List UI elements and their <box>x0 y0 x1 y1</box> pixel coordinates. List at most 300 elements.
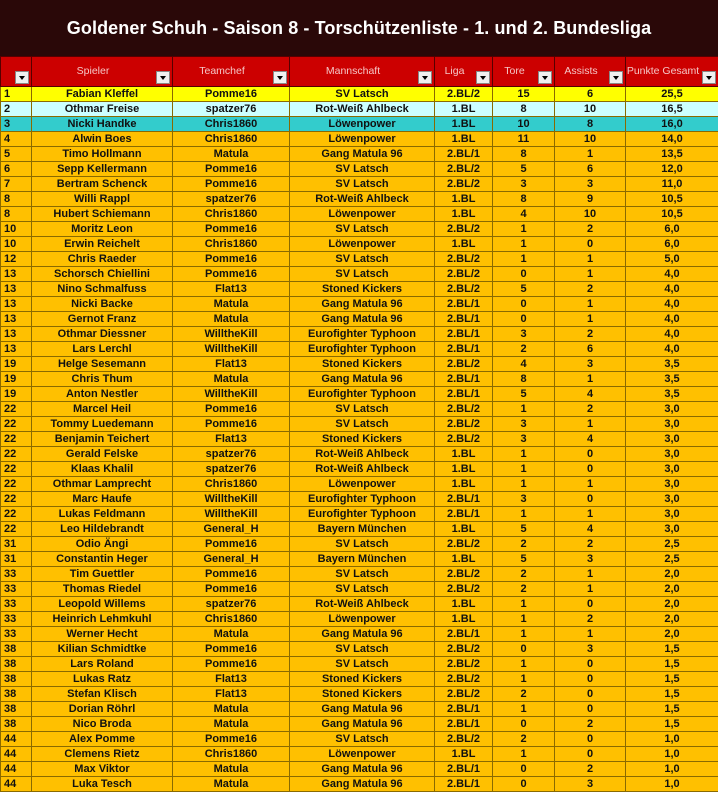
rank-cell[interactable]: 13 <box>1 327 32 342</box>
league-cell[interactable]: 2.BL/1 <box>435 507 493 522</box>
player-cell[interactable]: Constantin Heger <box>32 552 173 567</box>
team-cell[interactable]: SV Latsch <box>290 417 435 432</box>
league-cell[interactable]: 2.BL/1 <box>435 147 493 162</box>
assists-cell[interactable]: 10 <box>555 102 626 117</box>
assists-cell[interactable]: 0 <box>555 447 626 462</box>
goals-cell[interactable]: 1 <box>493 252 555 267</box>
teamchef-cell[interactable]: Matula <box>173 312 290 327</box>
teamchef-cell[interactable]: Pomme16 <box>173 657 290 672</box>
assists-cell[interactable]: 0 <box>555 672 626 687</box>
rank-cell[interactable]: 19 <box>1 387 32 402</box>
teamchef-cell[interactable]: WilltheKill <box>173 342 290 357</box>
points-cell[interactable]: 3,0 <box>626 402 718 417</box>
teamchef-cell[interactable]: Chris1860 <box>173 117 290 132</box>
header-spieler[interactable]: Spieler <box>32 57 173 87</box>
teamchef-cell[interactable]: Pomme16 <box>173 537 290 552</box>
league-cell[interactable]: 2.BL/2 <box>435 402 493 417</box>
goals-cell[interactable]: 1 <box>493 222 555 237</box>
header-punkte[interactable]: Punkte Gesamt <box>626 57 718 87</box>
points-cell[interactable]: 1,5 <box>626 717 718 732</box>
league-cell[interactable]: 2.BL/2 <box>435 357 493 372</box>
assists-cell[interactable]: 1 <box>555 582 626 597</box>
teamchef-cell[interactable]: Matula <box>173 702 290 717</box>
team-cell[interactable]: SV Latsch <box>290 657 435 672</box>
teamchef-cell[interactable]: Pomme16 <box>173 732 290 747</box>
team-cell[interactable]: Rot-Weiß Ahlbeck <box>290 447 435 462</box>
rank-cell[interactable]: 22 <box>1 522 32 537</box>
points-cell[interactable]: 1,5 <box>626 657 718 672</box>
rank-cell[interactable]: 13 <box>1 267 32 282</box>
header-assists[interactable]: Assists <box>555 57 626 87</box>
goals-cell[interactable]: 0 <box>493 777 555 792</box>
goals-cell[interactable]: 1 <box>493 702 555 717</box>
rank-cell[interactable]: 22 <box>1 402 32 417</box>
goals-cell[interactable]: 2 <box>493 582 555 597</box>
goals-cell[interactable]: 5 <box>493 387 555 402</box>
league-cell[interactable]: 1.BL <box>435 522 493 537</box>
header-tore[interactable]: Tore <box>493 57 555 87</box>
goals-cell[interactable]: 0 <box>493 642 555 657</box>
rank-cell[interactable]: 13 <box>1 282 32 297</box>
rank-cell[interactable]: 7 <box>1 177 32 192</box>
assists-cell[interactable]: 10 <box>555 207 626 222</box>
rank-cell[interactable]: 10 <box>1 237 32 252</box>
team-cell[interactable]: SV Latsch <box>290 87 435 102</box>
points-cell[interactable]: 3,0 <box>626 417 718 432</box>
team-cell[interactable]: Löwenpower <box>290 207 435 222</box>
team-cell[interactable]: Löwenpower <box>290 477 435 492</box>
team-cell[interactable]: Gang Matula 96 <box>290 702 435 717</box>
header-liga[interactable]: Liga <box>435 57 493 87</box>
goals-cell[interactable]: 1 <box>493 747 555 762</box>
filter-dropdown-icon[interactable] <box>538 71 552 84</box>
rank-cell[interactable]: 13 <box>1 312 32 327</box>
player-cell[interactable]: Othmar Diessner <box>32 327 173 342</box>
goals-cell[interactable]: 5 <box>493 162 555 177</box>
team-cell[interactable]: Gang Matula 96 <box>290 717 435 732</box>
team-cell[interactable]: SV Latsch <box>290 252 435 267</box>
team-cell[interactable]: Stoned Kickers <box>290 687 435 702</box>
goals-cell[interactable]: 10 <box>493 117 555 132</box>
league-cell[interactable]: 2.BL/1 <box>435 702 493 717</box>
team-cell[interactable]: Gang Matula 96 <box>290 297 435 312</box>
team-cell[interactable]: Stoned Kickers <box>290 357 435 372</box>
rank-cell[interactable]: 13 <box>1 297 32 312</box>
player-cell[interactable]: Leo Hildebrandt <box>32 522 173 537</box>
league-cell[interactable]: 2.BL/2 <box>435 162 493 177</box>
points-cell[interactable]: 2,5 <box>626 537 718 552</box>
rank-cell[interactable]: 38 <box>1 672 32 687</box>
points-cell[interactable]: 2,0 <box>626 627 718 642</box>
league-cell[interactable]: 2.BL/1 <box>435 717 493 732</box>
goals-cell[interactable]: 3 <box>493 177 555 192</box>
teamchef-cell[interactable]: Pomme16 <box>173 642 290 657</box>
teamchef-cell[interactable]: Pomme16 <box>173 267 290 282</box>
team-cell[interactable]: Löwenpower <box>290 612 435 627</box>
teamchef-cell[interactable]: Pomme16 <box>173 87 290 102</box>
teamchef-cell[interactable]: Chris1860 <box>173 207 290 222</box>
teamchef-cell[interactable]: Chris1860 <box>173 612 290 627</box>
player-cell[interactable]: Max Viktor <box>32 762 173 777</box>
teamchef-cell[interactable]: Matula <box>173 147 290 162</box>
teamchef-cell[interactable]: Chris1860 <box>173 747 290 762</box>
rank-cell[interactable]: 22 <box>1 447 32 462</box>
league-cell[interactable]: 2.BL/1 <box>435 372 493 387</box>
teamchef-cell[interactable]: Flat13 <box>173 357 290 372</box>
points-cell[interactable]: 2,5 <box>626 552 718 567</box>
assists-cell[interactable]: 1 <box>555 252 626 267</box>
points-cell[interactable]: 25,5 <box>626 87 718 102</box>
rank-cell[interactable]: 44 <box>1 732 32 747</box>
rank-cell[interactable]: 44 <box>1 747 32 762</box>
league-cell[interactable]: 1.BL <box>435 192 493 207</box>
league-cell[interactable]: 2.BL/1 <box>435 327 493 342</box>
player-cell[interactable]: Fabian Kleffel <box>32 87 173 102</box>
team-cell[interactable]: Rot-Weiß Ahlbeck <box>290 192 435 207</box>
assists-cell[interactable]: 0 <box>555 492 626 507</box>
player-cell[interactable]: Lars Roland <box>32 657 173 672</box>
assists-cell[interactable]: 0 <box>555 687 626 702</box>
player-cell[interactable]: Marcel Heil <box>32 402 173 417</box>
teamchef-cell[interactable]: Pomme16 <box>173 177 290 192</box>
rank-cell[interactable]: 10 <box>1 222 32 237</box>
goals-cell[interactable]: 1 <box>493 657 555 672</box>
player-cell[interactable]: Nicki Backe <box>32 297 173 312</box>
league-cell[interactable]: 2.BL/1 <box>435 627 493 642</box>
league-cell[interactable]: 1.BL <box>435 747 493 762</box>
points-cell[interactable]: 3,0 <box>626 477 718 492</box>
rank-cell[interactable]: 38 <box>1 717 32 732</box>
points-cell[interactable]: 4,0 <box>626 267 718 282</box>
goals-cell[interactable]: 2 <box>493 687 555 702</box>
league-cell[interactable]: 1.BL <box>435 597 493 612</box>
teamchef-cell[interactable]: Flat13 <box>173 687 290 702</box>
teamchef-cell[interactable]: spatzer76 <box>173 447 290 462</box>
teamchef-cell[interactable]: Pomme16 <box>173 402 290 417</box>
goals-cell[interactable]: 3 <box>493 417 555 432</box>
assists-cell[interactable]: 2 <box>555 222 626 237</box>
goals-cell[interactable]: 2 <box>493 732 555 747</box>
league-cell[interactable]: 1.BL <box>435 207 493 222</box>
assists-cell[interactable]: 1 <box>555 312 626 327</box>
league-cell[interactable]: 2.BL/1 <box>435 762 493 777</box>
rank-cell[interactable]: 33 <box>1 597 32 612</box>
points-cell[interactable]: 3,0 <box>626 432 718 447</box>
rank-cell[interactable]: 38 <box>1 702 32 717</box>
points-cell[interactable]: 3,0 <box>626 492 718 507</box>
assists-cell[interactable]: 4 <box>555 432 626 447</box>
rank-cell[interactable]: 8 <box>1 207 32 222</box>
goals-cell[interactable]: 5 <box>493 282 555 297</box>
assists-cell[interactable]: 0 <box>555 702 626 717</box>
player-cell[interactable]: Bertram Schenck <box>32 177 173 192</box>
league-cell[interactable]: 2.BL/2 <box>435 87 493 102</box>
league-cell[interactable]: 2.BL/2 <box>435 267 493 282</box>
team-cell[interactable]: Löwenpower <box>290 117 435 132</box>
assists-cell[interactable]: 6 <box>555 87 626 102</box>
rank-cell[interactable]: 33 <box>1 567 32 582</box>
player-cell[interactable]: Lukas Ratz <box>32 672 173 687</box>
rank-cell[interactable]: 31 <box>1 552 32 567</box>
team-cell[interactable]: Stoned Kickers <box>290 672 435 687</box>
teamchef-cell[interactable]: Chris1860 <box>173 132 290 147</box>
team-cell[interactable]: Rot-Weiß Ahlbeck <box>290 597 435 612</box>
player-cell[interactable]: Marc Haufe <box>32 492 173 507</box>
assists-cell[interactable]: 0 <box>555 597 626 612</box>
points-cell[interactable]: 3,5 <box>626 387 718 402</box>
player-cell[interactable]: Sepp Kellermann <box>32 162 173 177</box>
points-cell[interactable]: 4,0 <box>626 342 718 357</box>
goals-cell[interactable]: 8 <box>493 372 555 387</box>
assists-cell[interactable]: 1 <box>555 567 626 582</box>
team-cell[interactable]: SV Latsch <box>290 642 435 657</box>
rank-cell[interactable]: 2 <box>1 102 32 117</box>
league-cell[interactable]: 2.BL/2 <box>435 222 493 237</box>
points-cell[interactable]: 3,5 <box>626 357 718 372</box>
league-cell[interactable]: 1.BL <box>435 102 493 117</box>
goals-cell[interactable]: 1 <box>493 627 555 642</box>
team-cell[interactable]: SV Latsch <box>290 582 435 597</box>
league-cell[interactable]: 2.BL/2 <box>435 282 493 297</box>
points-cell[interactable]: 4,0 <box>626 312 718 327</box>
league-cell[interactable]: 1.BL <box>435 132 493 147</box>
points-cell[interactable]: 3,0 <box>626 507 718 522</box>
goals-cell[interactable]: 4 <box>493 357 555 372</box>
rank-cell[interactable]: 22 <box>1 432 32 447</box>
teamchef-cell[interactable]: WilltheKill <box>173 507 290 522</box>
assists-cell[interactable]: 1 <box>555 147 626 162</box>
player-cell[interactable]: Dorian Röhrl <box>32 702 173 717</box>
rank-cell[interactable]: 22 <box>1 507 32 522</box>
goals-cell[interactable]: 3 <box>493 327 555 342</box>
league-cell[interactable]: 2.BL/1 <box>435 342 493 357</box>
rank-cell[interactable]: 19 <box>1 357 32 372</box>
goals-cell[interactable]: 3 <box>493 492 555 507</box>
teamchef-cell[interactable]: Pomme16 <box>173 222 290 237</box>
rank-cell[interactable]: 5 <box>1 147 32 162</box>
player-cell[interactable]: Klaas Khalil <box>32 462 173 477</box>
player-cell[interactable]: Moritz Leon <box>32 222 173 237</box>
assists-cell[interactable]: 4 <box>555 387 626 402</box>
team-cell[interactable]: Gang Matula 96 <box>290 147 435 162</box>
points-cell[interactable]: 3,0 <box>626 462 718 477</box>
player-cell[interactable]: Clemens Rietz <box>32 747 173 762</box>
player-cell[interactable]: Nico Broda <box>32 717 173 732</box>
team-cell[interactable]: Gang Matula 96 <box>290 372 435 387</box>
points-cell[interactable]: 5,0 <box>626 252 718 267</box>
points-cell[interactable]: 16,0 <box>626 117 718 132</box>
rank-cell[interactable]: 31 <box>1 537 32 552</box>
teamchef-cell[interactable]: WilltheKill <box>173 387 290 402</box>
player-cell[interactable]: Helge Sesemann <box>32 357 173 372</box>
teamchef-cell[interactable]: Flat13 <box>173 432 290 447</box>
league-cell[interactable]: 2.BL/2 <box>435 252 493 267</box>
team-cell[interactable]: Gang Matula 96 <box>290 627 435 642</box>
player-cell[interactable]: Alex Pomme <box>32 732 173 747</box>
header-rank[interactable] <box>1 57 32 87</box>
league-cell[interactable]: 1.BL <box>435 237 493 252</box>
player-cell[interactable]: Erwin Reichelt <box>32 237 173 252</box>
assists-cell[interactable]: 6 <box>555 342 626 357</box>
filter-dropdown-icon[interactable] <box>15 71 29 84</box>
goals-cell[interactable]: 8 <box>493 192 555 207</box>
goals-cell[interactable]: 1 <box>493 402 555 417</box>
points-cell[interactable]: 1,5 <box>626 642 718 657</box>
player-cell[interactable]: Kilian Schmidtke <box>32 642 173 657</box>
teamchef-cell[interactable]: Pomme16 <box>173 582 290 597</box>
team-cell[interactable]: Gang Matula 96 <box>290 762 435 777</box>
assists-cell[interactable]: 2 <box>555 537 626 552</box>
points-cell[interactable]: 2,0 <box>626 567 718 582</box>
points-cell[interactable]: 1,0 <box>626 777 718 792</box>
assists-cell[interactable]: 1 <box>555 372 626 387</box>
goals-cell[interactable]: 0 <box>493 267 555 282</box>
assists-cell[interactable]: 1 <box>555 627 626 642</box>
goals-cell[interactable]: 2 <box>493 567 555 582</box>
league-cell[interactable]: 2.BL/2 <box>435 567 493 582</box>
rank-cell[interactable]: 33 <box>1 627 32 642</box>
points-cell[interactable]: 16,5 <box>626 102 718 117</box>
goals-cell[interactable]: 1 <box>493 597 555 612</box>
rank-cell[interactable]: 38 <box>1 687 32 702</box>
league-cell[interactable]: 1.BL <box>435 612 493 627</box>
player-cell[interactable]: Heinrich Lehmkuhl <box>32 612 173 627</box>
assists-cell[interactable]: 3 <box>555 777 626 792</box>
player-cell[interactable]: Leopold Willems <box>32 597 173 612</box>
teamchef-cell[interactable]: Chris1860 <box>173 477 290 492</box>
teamchef-cell[interactable]: spatzer76 <box>173 102 290 117</box>
goals-cell[interactable]: 1 <box>493 462 555 477</box>
team-cell[interactable]: SV Latsch <box>290 162 435 177</box>
goals-cell[interactable]: 1 <box>493 672 555 687</box>
assists-cell[interactable]: 2 <box>555 762 626 777</box>
league-cell[interactable]: 2.BL/2 <box>435 177 493 192</box>
goals-cell[interactable]: 0 <box>493 312 555 327</box>
points-cell[interactable]: 10,5 <box>626 192 718 207</box>
team-cell[interactable]: Bayern München <box>290 522 435 537</box>
assists-cell[interactable]: 0 <box>555 747 626 762</box>
rank-cell[interactable]: 22 <box>1 492 32 507</box>
team-cell[interactable]: Eurofighter Typhoon <box>290 342 435 357</box>
points-cell[interactable]: 4,0 <box>626 327 718 342</box>
teamchef-cell[interactable]: Matula <box>173 372 290 387</box>
goals-cell[interactable]: 0 <box>493 717 555 732</box>
team-cell[interactable]: Gang Matula 96 <box>290 777 435 792</box>
header-mannschaft[interactable]: Mannschaft <box>290 57 435 87</box>
assists-cell[interactable]: 3 <box>555 357 626 372</box>
player-cell[interactable]: Tim Guettler <box>32 567 173 582</box>
points-cell[interactable]: 4,0 <box>626 282 718 297</box>
assists-cell[interactable]: 2 <box>555 327 626 342</box>
assists-cell[interactable]: 1 <box>555 477 626 492</box>
header-teamchef[interactable]: Teamchef <box>173 57 290 87</box>
filter-dropdown-icon[interactable] <box>476 71 490 84</box>
assists-cell[interactable]: 3 <box>555 642 626 657</box>
goals-cell[interactable]: 1 <box>493 477 555 492</box>
team-cell[interactable]: Löwenpower <box>290 132 435 147</box>
player-cell[interactable]: Luka Tesch <box>32 777 173 792</box>
goals-cell[interactable]: 0 <box>493 297 555 312</box>
points-cell[interactable]: 11,0 <box>626 177 718 192</box>
goals-cell[interactable]: 5 <box>493 552 555 567</box>
team-cell[interactable]: Rot-Weiß Ahlbeck <box>290 102 435 117</box>
league-cell[interactable]: 1.BL <box>435 552 493 567</box>
league-cell[interactable]: 2.BL/1 <box>435 312 493 327</box>
rank-cell[interactable]: 38 <box>1 657 32 672</box>
assists-cell[interactable]: 0 <box>555 462 626 477</box>
assists-cell[interactable]: 10 <box>555 132 626 147</box>
teamchef-cell[interactable]: Matula <box>173 297 290 312</box>
goals-cell[interactable]: 1 <box>493 237 555 252</box>
points-cell[interactable]: 3,5 <box>626 372 718 387</box>
points-cell[interactable]: 6,0 <box>626 222 718 237</box>
assists-cell[interactable]: 3 <box>555 552 626 567</box>
points-cell[interactable]: 10,5 <box>626 207 718 222</box>
teamchef-cell[interactable]: Pomme16 <box>173 417 290 432</box>
rank-cell[interactable]: 44 <box>1 777 32 792</box>
teamchef-cell[interactable]: General_H <box>173 522 290 537</box>
rank-cell[interactable]: 22 <box>1 462 32 477</box>
player-cell[interactable]: Schorsch Chiellini <box>32 267 173 282</box>
points-cell[interactable]: 1,5 <box>626 687 718 702</box>
assists-cell[interactable]: 1 <box>555 417 626 432</box>
team-cell[interactable]: SV Latsch <box>290 402 435 417</box>
rank-cell[interactable]: 33 <box>1 582 32 597</box>
assists-cell[interactable]: 2 <box>555 402 626 417</box>
filter-dropdown-icon[interactable] <box>273 71 287 84</box>
team-cell[interactable]: SV Latsch <box>290 222 435 237</box>
rank-cell[interactable]: 12 <box>1 252 32 267</box>
teamchef-cell[interactable]: Flat13 <box>173 282 290 297</box>
team-cell[interactable]: Eurofighter Typhoon <box>290 492 435 507</box>
player-cell[interactable]: Stefan Klisch <box>32 687 173 702</box>
player-cell[interactable]: Othmar Lamprecht <box>32 477 173 492</box>
teamchef-cell[interactable]: General_H <box>173 552 290 567</box>
points-cell[interactable]: 1,5 <box>626 672 718 687</box>
teamchef-cell[interactable]: Chris1860 <box>173 237 290 252</box>
player-cell[interactable]: Hubert Schiemann <box>32 207 173 222</box>
points-cell[interactable]: 3,0 <box>626 522 718 537</box>
team-cell[interactable]: Eurofighter Typhoon <box>290 327 435 342</box>
league-cell[interactable]: 2.BL/2 <box>435 582 493 597</box>
rank-cell[interactable]: 6 <box>1 162 32 177</box>
assists-cell[interactable]: 0 <box>555 732 626 747</box>
rank-cell[interactable]: 38 <box>1 642 32 657</box>
teamchef-cell[interactable]: WilltheKill <box>173 492 290 507</box>
goals-cell[interactable]: 11 <box>493 132 555 147</box>
team-cell[interactable]: SV Latsch <box>290 567 435 582</box>
league-cell[interactable]: 2.BL/2 <box>435 657 493 672</box>
assists-cell[interactable]: 0 <box>555 657 626 672</box>
goals-cell[interactable]: 4 <box>493 207 555 222</box>
player-cell[interactable]: Tommy Luedemann <box>32 417 173 432</box>
team-cell[interactable]: Eurofighter Typhoon <box>290 507 435 522</box>
goals-cell[interactable]: 1 <box>493 612 555 627</box>
team-cell[interactable]: Stoned Kickers <box>290 282 435 297</box>
player-cell[interactable]: Odio Ängi <box>32 537 173 552</box>
team-cell[interactable]: SV Latsch <box>290 732 435 747</box>
team-cell[interactable]: Gang Matula 96 <box>290 312 435 327</box>
rank-cell[interactable]: 44 <box>1 762 32 777</box>
player-cell[interactable]: Werner Hecht <box>32 627 173 642</box>
rank-cell[interactable]: 33 <box>1 612 32 627</box>
goals-cell[interactable]: 8 <box>493 102 555 117</box>
rank-cell[interactable]: 22 <box>1 417 32 432</box>
team-cell[interactable]: Bayern München <box>290 552 435 567</box>
points-cell[interactable]: 4,0 <box>626 297 718 312</box>
teamchef-cell[interactable]: Pomme16 <box>173 252 290 267</box>
assists-cell[interactable]: 1 <box>555 267 626 282</box>
